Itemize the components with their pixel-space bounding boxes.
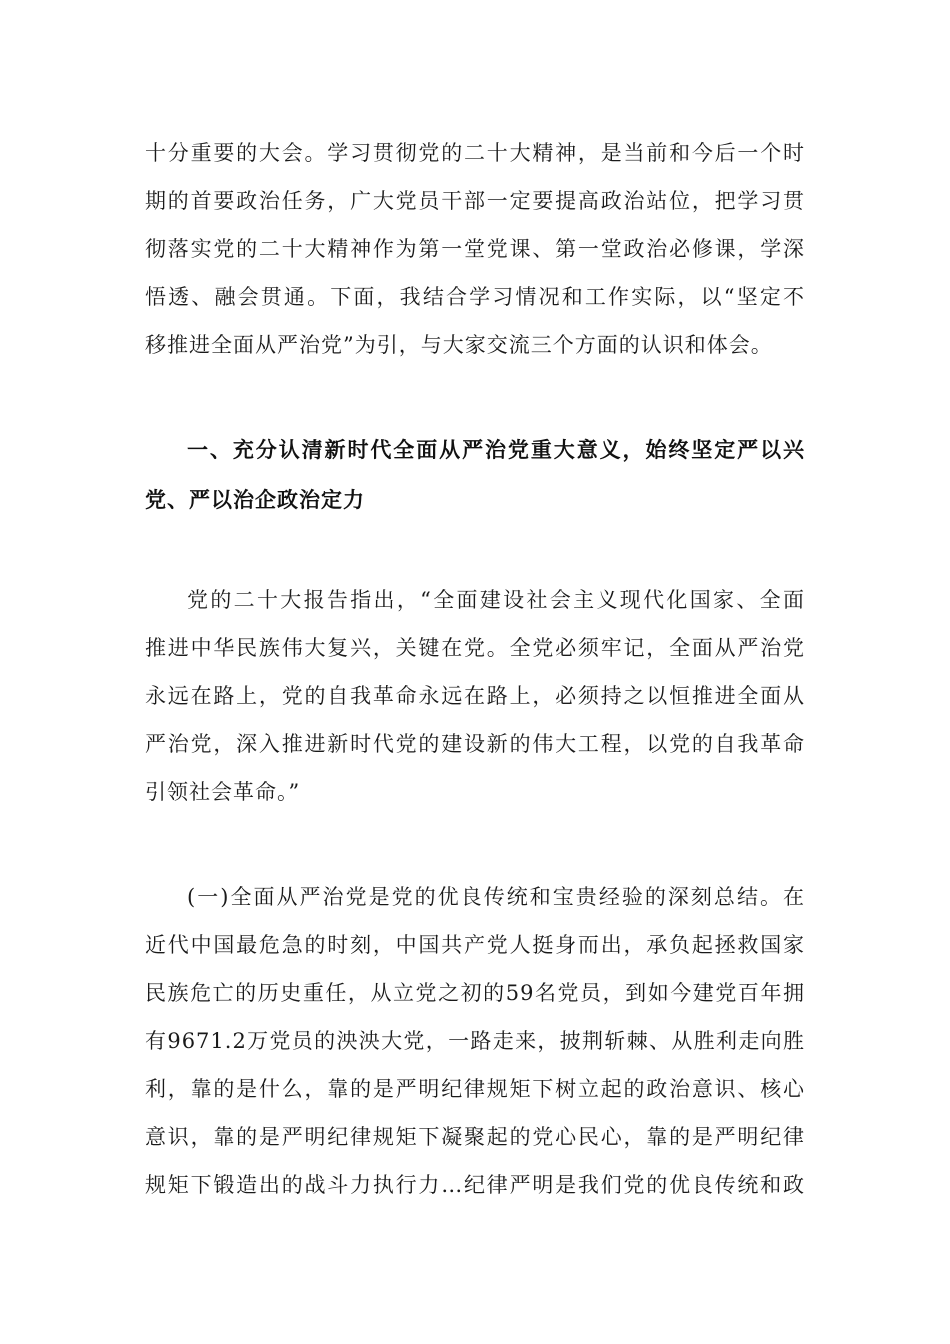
text-line: 永远在路上，党的自我革命永远在路上，必须持之以恒推进全面从 [145, 684, 805, 708]
text-line: 民族危亡的历史重任，从立党之初的59名党员，到如今建党百年拥 [145, 981, 805, 1005]
text-line: 有9671.2万党员的泱泱大党，一路走来，披荆斩棘、从胜利走向胜 [145, 1029, 805, 1053]
text-line: (一)全面从严治党是党的优良传统和宝贵经验的深刻总结。在 [187, 885, 805, 909]
text-line: 推进中华民族伟大复兴，关键在党。全党必须牢记，全面从严治党 [145, 636, 805, 660]
text-line: 引领社会革命。” [145, 780, 301, 804]
text-line: 规矩下锻造出的战斗力执行力…纪律严明是我们党的优良传统和政 [145, 1173, 805, 1197]
text-line: 悟透、融会贯通。下面，我结合学习情况和工作实际，以“坚定不 [145, 285, 805, 309]
text-line: 利，靠的是什么，靠的是严明纪律规矩下树立起的政治意识、核心 [145, 1077, 805, 1101]
text-line: 移推进全面从严治党”为引，与大家交流三个方面的认识和体会。 [145, 333, 773, 357]
text-line: 严治党，深入推进新时代党的建设新的伟大工程，以党的自我革命 [145, 732, 805, 756]
text-line: 期的首要政治任务，广大党员干部一定要提高政治站位，把学习贯 [145, 189, 805, 213]
text-line: 十分重要的大会。学习贯彻党的二十大精神，是当前和今后一个时 [145, 141, 805, 165]
heading-line: 党、严以治企政治定力 [145, 488, 365, 512]
text-line: 党的二十大报告指出，“全面建设社会主义现代化国家、全面 [187, 588, 805, 612]
text-line: 近代中国最危急的时刻，中国共产党人挺身而出，承负起拯救国家 [145, 933, 805, 957]
heading-line: 一、充分认清新时代全面从严治党重大意义，始终坚定严以兴 [187, 438, 805, 462]
text-line: 意识，靠的是严明纪律规矩下凝聚起的党心民心，靠的是严明纪律 [145, 1125, 805, 1149]
text-line: 彻落实党的二十大精神作为第一堂党课、第一堂政治必修课，学深 [145, 237, 805, 261]
